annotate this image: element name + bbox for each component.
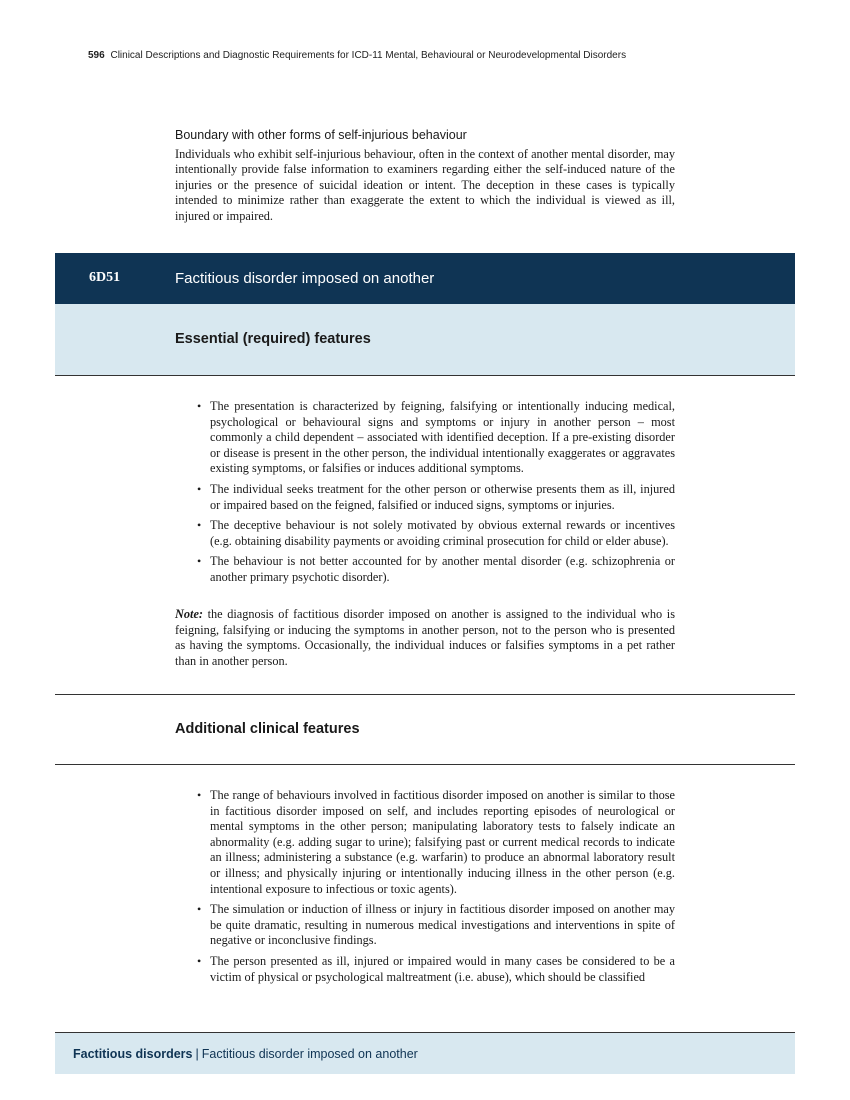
disorder-title: Factitious disorder imposed on another xyxy=(175,270,435,287)
additional-features-list xyxy=(195,788,675,990)
additional-features-band xyxy=(55,694,795,765)
boundary-heading: Boundary with other forms of self-injurious behaviour xyxy=(175,128,467,142)
page-footer xyxy=(55,1032,795,1074)
list-item: • The person presented as ill, injured or impaired would in many cases be considered to be a victim of physical or psychological maltreatment (i.e. abuse), which should be classified xyxy=(195,954,675,985)
note-text: the diagnosis of factitious disorder imposed on another is assigned to the individual who is feigning, falsifying or inducing the symptoms in another person, not to the person who is presented as having the symptoms. Occasionally, the individual induces or falsifies symptoms in a pet rather than in another person. xyxy=(175,607,675,668)
running-header xyxy=(88,50,626,61)
boundary-section xyxy=(175,128,675,224)
essential-features-heading: Essential (required) features xyxy=(175,331,371,347)
list-item: • The presentation is characterized by feigning, falsifying or intentionally inducing medical, psychological or behavioural signs and symptoms or injury in another person – most commonly a child dependent – associated with identified deception. If a pre-existing disorder or disease is present in the other person, the individual intentionally exaggerates or aggravates existing symptoms, or falsifies or induces additional symptoms. xyxy=(195,399,675,477)
essential-features-list xyxy=(195,399,675,591)
page-number: 596 xyxy=(88,50,105,61)
disorder-code: 6D51 xyxy=(89,270,121,285)
list-item: • The behaviour is not better accounted for by another mental disorder (e.g. schizophrenia or another primary psychotic disorder). xyxy=(195,554,675,585)
running-title: Clinical Descriptions and Diagnostic Requirements for ICD-11 Mental, Behavioural or Neurodevelopmental Disorders xyxy=(110,50,627,61)
essential-features-band xyxy=(55,304,795,376)
additional-features-heading: Additional clinical features xyxy=(175,721,360,737)
boundary-text: Individuals who exhibit self-injurious behaviour, often in the context of another mental disorder, may intentionally provide false information to examiners regarding either the self-induced nature of the injuries or the presence of suicidal ideation or intent. The deception in these cases is typically intended to minimize rather than exaggerate the extent to which the individual is viewed as ill, injured or impaired. xyxy=(175,147,675,223)
note-paragraph xyxy=(175,607,675,669)
footer-separator: | xyxy=(195,1047,199,1061)
footer-section: Factitious disorder imposed on another xyxy=(201,1047,418,1061)
list-item: • The individual seeks treatment for the other person or otherwise presents them as ill, injured or impaired based on the feigned, falsified or induced signs, symptoms or injuries. xyxy=(195,482,675,513)
footer-chapter: Factitious disorders xyxy=(73,1047,193,1061)
disorder-title-band xyxy=(55,253,795,304)
list-item: • The simulation or induction of illness or injury in factitious disorder imposed on another may be quite dramatic, resulting in numerous medical investigations and interventions in spite of negative or inconclusive findings. xyxy=(195,902,675,949)
list-item: • The deceptive behaviour is not solely motivated by obvious external rewards or incentives (e.g. obtaining disability payments or avoiding criminal prosecution for child or elder abuse). xyxy=(195,518,675,549)
list-item: • The range of behaviours involved in factitious disorder imposed on another is similar to those in factitious disorder imposed on self, and includes reporting episodes of neurological or mental symptoms in the other person; manipulating laboratory tests to falsely indicate an abnormality (e.g. adding sugar to urine); falsifying past or current medical records to indicate an illness; administering a substance (e.g. warfarin) to produce an abnormal laboratory result or illness; and physically injuring or intentionally inducing illness in the other person (e.g. intentional exposure to infectious or toxic agents). xyxy=(195,788,675,897)
note-label: Note: xyxy=(175,607,203,621)
